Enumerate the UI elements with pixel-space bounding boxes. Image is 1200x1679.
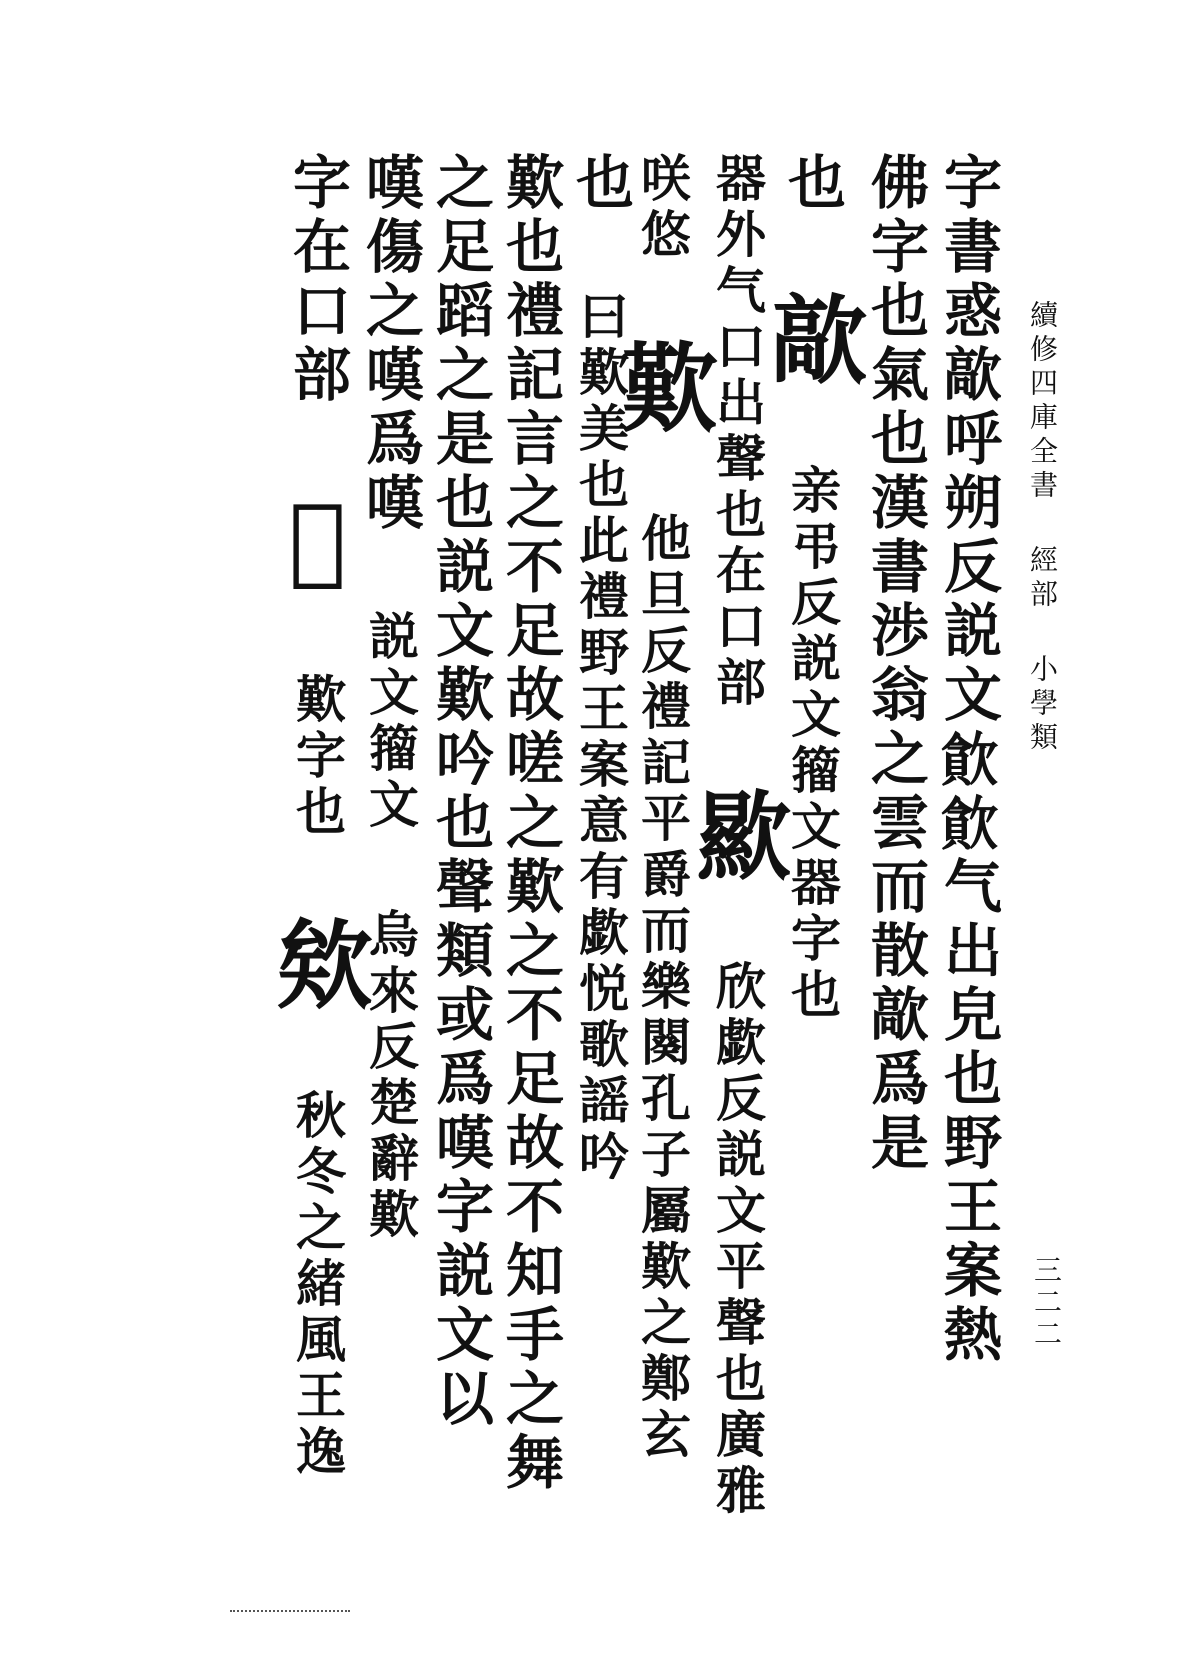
- section-label: 經部: [1026, 544, 1059, 613]
- text-column-8: 之足蹈之是也説文歎吟也聲類或爲嘆字説文以: [426, 152, 494, 1432]
- scan-artifact: [230, 1610, 350, 1615]
- column-text: 也: [778, 152, 846, 216]
- running-header: [1020, 300, 1064, 756]
- gloss-text: 曰歎美也此禮野王案意有歔悦歌謡吟: [571, 290, 630, 1186]
- head-character: 𣤤: [261, 482, 374, 599]
- gloss-text: 秋冬之緒風王逸: [288, 1089, 347, 1481]
- category-label: 小學類: [1026, 653, 1059, 756]
- head-character: 歎: [606, 338, 719, 438]
- gloss-text: 烏來反楚辭歎: [361, 908, 420, 1244]
- page-number: 三二二: [1030, 1255, 1063, 1351]
- gloss-text: 欣歔反説文平聲也廣雅: [708, 960, 767, 1520]
- head-character: 歊: [756, 290, 869, 390]
- text-column-2: 佛字也氣也漢書渉翁之雲而散歊爲是: [861, 152, 929, 1176]
- column-text: 也: [566, 152, 634, 216]
- text-column-10: [261, 152, 374, 1481]
- text-column-6: [560, 152, 640, 1186]
- text-column-7: 歎也禮記言之不足故嗟之歎之不足故不知手之舞: [496, 152, 564, 1496]
- gloss-text: 歎字也: [288, 673, 347, 841]
- gloss-text: 器外气口出聲也在口部: [708, 152, 767, 712]
- book-title: 續修四庫全書: [1026, 300, 1059, 504]
- text-column-5: [606, 152, 719, 1464]
- column-text: 字在口部: [283, 152, 351, 408]
- text-column-1: 字書惑歊呼朔反説文𣤉𣤉气出皃也野王案熱: [934, 152, 1002, 1368]
- column-text: 咲悠: [633, 152, 692, 264]
- column-text: 嘆傷之嘆爲嘆: [356, 152, 424, 536]
- gloss-text: 説文籀文: [361, 610, 420, 834]
- head-character: 歞: [681, 786, 794, 886]
- gloss-text: 亲弔反説文籀文器字也: [783, 464, 842, 1024]
- text-column-3: [756, 152, 869, 1024]
- gloss-text: 他旦反禮記平爵而樂闋孔子屬歎之鄭玄: [633, 512, 692, 1464]
- head-character: 欸: [261, 915, 374, 1015]
